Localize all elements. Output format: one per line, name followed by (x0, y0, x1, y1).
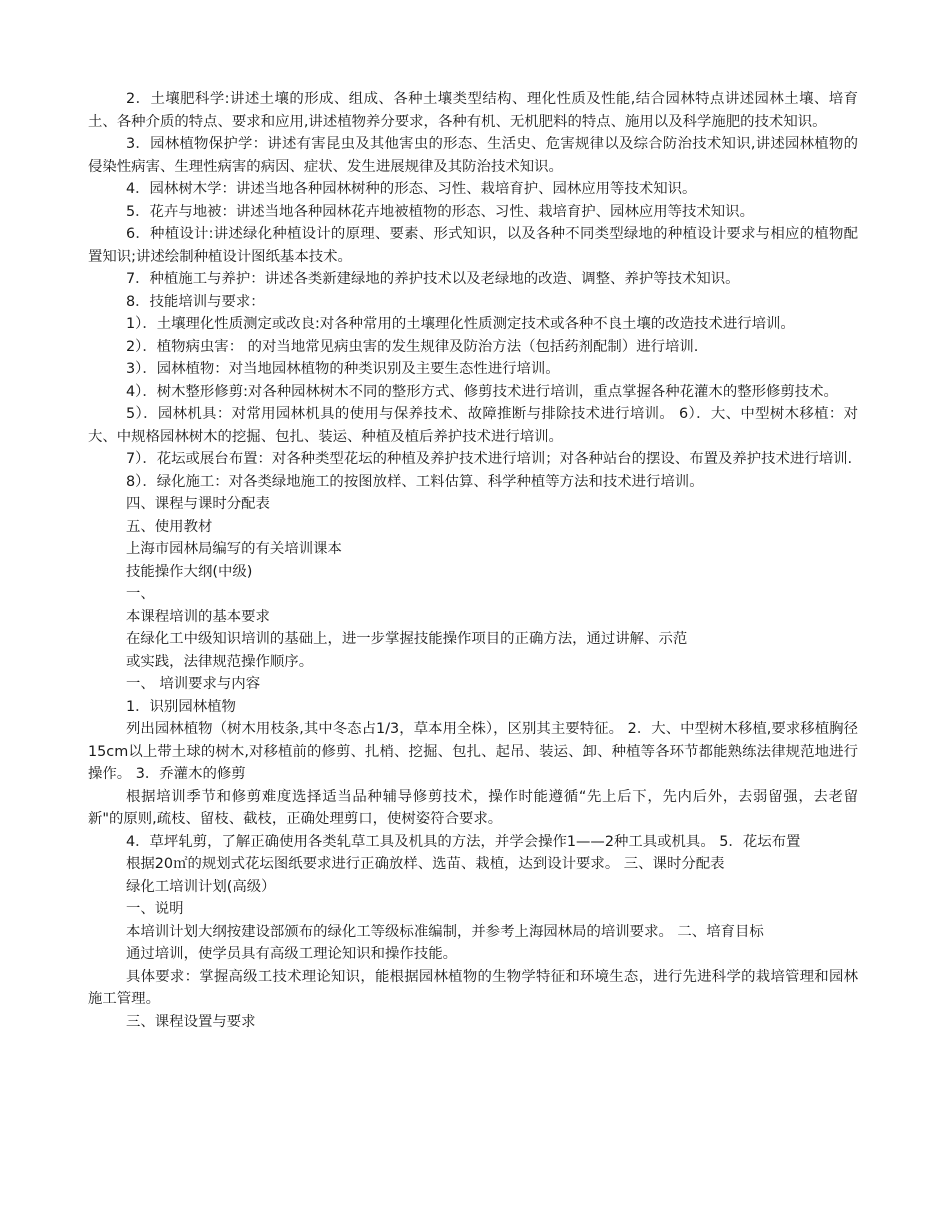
section-heading: 技能操作大纲(中级) (126, 563, 253, 580)
section-heading: 四、课程与课时分配表 (126, 496, 270, 512)
paragraph: 根据培训季节和修剪难度选择适当品种辅导修剪技术，操作时能遵循“先上后下，先内后外，去弱留强，去老留新"的原则,疏枝、留枝、截枝，正确处理剪口，使树姿符合要求。 (88, 788, 858, 827)
paragraph: 根据20㎡的规划式花坛图纸要求进行正确放样、选苗、栽植，达到设计要求。 三、课时分配表 (126, 856, 725, 872)
paragraph: 5．花卉与地被：讲述当地各种园林花卉地被植物的形态、习性、栽培育护、园林应用等技术知识。 (126, 203, 754, 220)
paragraph: 7．种植施工与养护：讲述各类新建绿地的养护技术以及老绿地的改造、调整、养护等技术知识。 (126, 271, 740, 287)
section-heading: 一、 培训要求与内容 (126, 676, 261, 692)
section-heading: 三、课程设置与要求 (126, 1013, 256, 1030)
paragraph: 1）．土壤理化性质测定或改良:对各种常用的土壤理化性质测定技术或各种不良土壤的改造技术进行培训。 (126, 316, 795, 332)
section-heading: 绿化工培训计划(高级） (126, 878, 276, 895)
paragraph: 4．园林树木学：讲述当地各种园林树种的形态、习性、栽培育护、园林应用等技术知识。 (126, 181, 697, 197)
paragraph: 或实践，法律规范操作顺序。 (126, 653, 314, 670)
paragraph: 本培训计划大纲按建设部颁布的绿化工等级标准编制，并参考上海园林局的培训要求。 二、培育目标 (126, 923, 764, 940)
paragraph: 上海市园林局编写的有关培训课本 (126, 541, 342, 557)
paragraph: 4．草坪轧剪，了解正确使用各类轧草工具及机具的方法，并学会操作1——2种工具或机具。 5．花坛布置 (126, 833, 801, 850)
document-page (88, 88, 858, 1033)
paragraph: 6．种植设计:讲述绿化种植设计的原理、要素、形式知识，以及各种不同类型绿地的种植设计要求与相应的植物配置知识;讲述绘制种植设计图纸基本技术。 (88, 226, 858, 265)
paragraph: 在绿化工中级知识培训的基础上，进一步掌握技能操作项目的正确方法，通过讲解、示范 (126, 631, 688, 647)
paragraph: 5）．园林机具：对常用园林机具的使用与保养技术、故障推断与排除技术进行培训。 6）．大、中型树木移植：对大、中规格园林树木的挖掘、包扎、装运、种植及植后养护技术进行培训。 (88, 406, 858, 445)
section-heading: 五、使用教材 (126, 518, 213, 535)
paragraph: 4）．树木整形修剪:对各种园林树木不同的整形方式、修剪技术进行培训，重点掌握各种花灌木的整形修剪技术。 (126, 383, 838, 400)
paragraph: 3．园林植物保护学：讲述有害昆虫及其他害虫的形态、生活史、危害规律以及综合防治技术知识,讲述园林植物的侵染性病害、生理性病害的病因、症状、发生进展规律及其防治技术知识。 (88, 136, 858, 175)
section-heading: 本课程培训的基本要求 (126, 608, 270, 625)
paragraph: 3）．园林植物：对当地园林植物的种类识别及主要生态性进行培训。 (126, 361, 560, 377)
paragraph: 通过培训，使学员具有高级工理论知识和操作技能。 (126, 946, 457, 962)
paragraph: 8）．绿化施工：对各类绿地施工的按图放样、工料估算、科学种植等方法和技术进行培训。 (126, 473, 704, 490)
paragraph: 1．识别园林植物 (126, 698, 236, 715)
paragraph: 列出园林植物（树木用枝条,其中冬态占1/3，草本用全株），区别其主要特征。 2．大、中型树木移植,要求移植胸径15cm以上带土球的树木,对移植前的修剪、扎梢、挖掘、包扎、起吊、装运、卸、种植等各环节都能熟练法律规范地进行操作。 3．乔灌木的修剪 (88, 721, 858, 782)
paragraph: 2．土壤肥科学:讲述土壤的形成、组成、各种土壤类型结构、理化性质及性能,结合园林特点讲述园林土壤、培育土、各种介质的特点、要求和应用,讲述植物养分要求，各种有机、无机肥料的特点、施用以及科学施肥的技术知识。 (88, 91, 858, 130)
paragraph: 8．技能培训与要求： (126, 293, 265, 310)
section-heading: 一、 (126, 586, 155, 602)
paragraph: 具体要求：掌握高级工技术理论知识，能根据园林植物的生物学特征和环境生态，进行先进科学的栽培管理和园林施工管理。 (88, 968, 858, 1007)
paragraph: 2）．植物病虫害： 的对当地常见病虫害的发生规律及防治方法（包括药剂配制）进行培训. (126, 338, 699, 355)
paragraph: 7）．花坛或展台布置：对各种类型花坛的种植及养护技术进行培训；对各种站台的摆设、布置及养护技术进行培训. (126, 451, 853, 467)
section-heading: 一、说明 (126, 901, 184, 917)
